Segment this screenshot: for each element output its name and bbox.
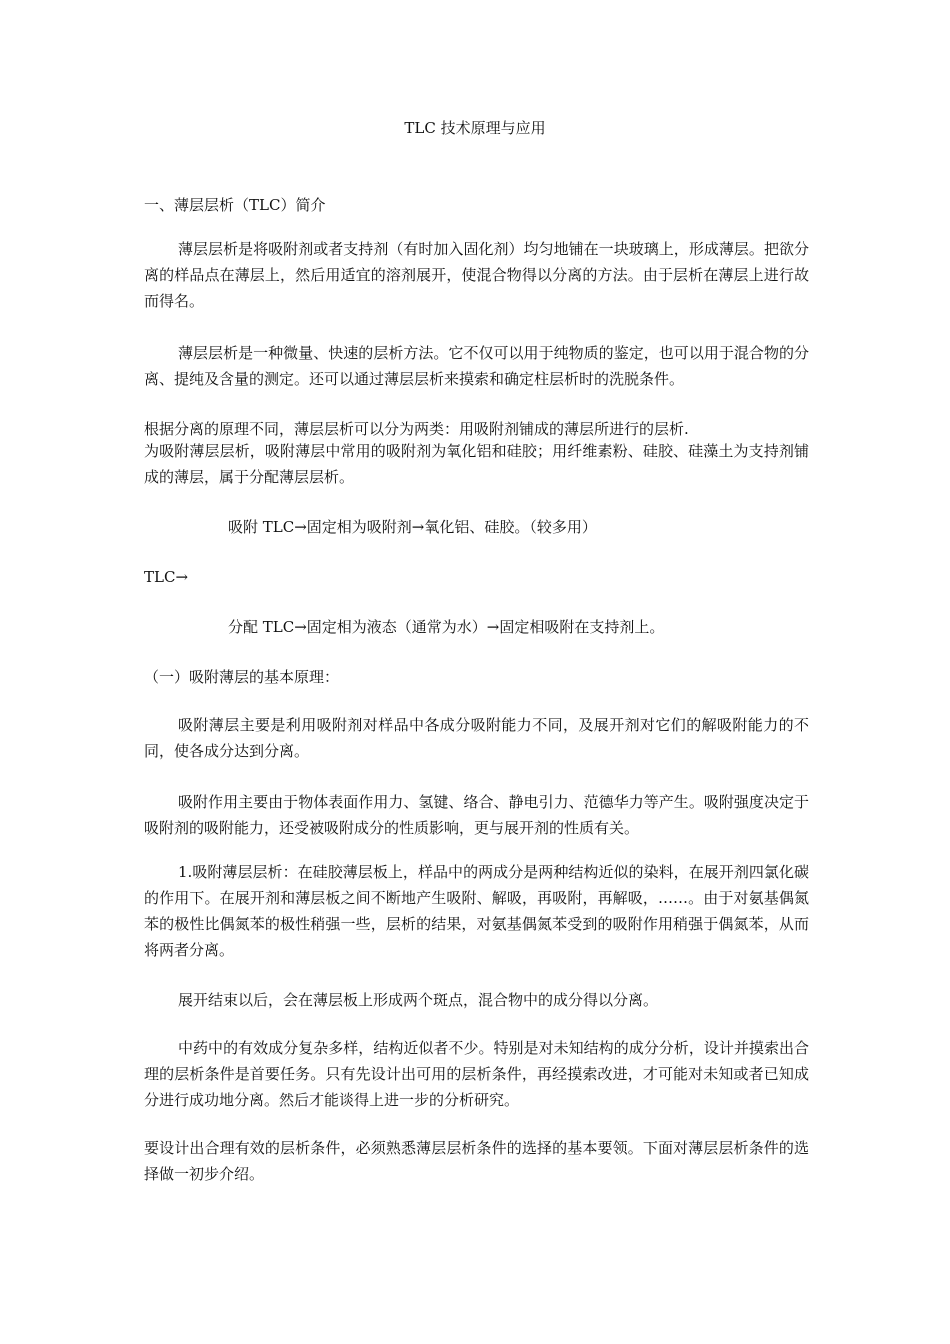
scheme-adsorption-tlc: 吸附 TLC→固定相为吸附剂→氧化铝、硅胶。（较多用） <box>228 518 597 536</box>
document-title: TLC 技术原理与应用 <box>404 119 546 137</box>
paragraph-tlc-uses: 薄层层析是一种微量、快速的层析方法。它不仅可以用于纯物质的鉴定，也可以用于混合物的分离、提纯及含量的测定。还可以通过薄层层析来摸索和确定柱层析时的洗脱条件。 <box>144 344 809 388</box>
scheme-partition-tlc: 分配 TLC→固定相为液态（通常为水）→固定相吸附在支持剂上。 <box>228 618 665 636</box>
paragraph-adsorption-forces: 吸附作用主要由于物体表面作用力、氢键、络合、静电引力、范德华力等产生。吸附强度决定于吸附剂的吸附能力，还受被吸附成分的性质影响，更与展开剂的性质有关。 <box>144 793 809 837</box>
paragraph-adsorption-principle: 吸附薄层主要是利用吸附剂对样品中各成分吸附能力不同，及展开剂对它们的解吸附能力的不同，使各成分达到分离。 <box>144 716 809 760</box>
paragraph-condition-selection: 要设计出合理有效的层析条件，必须熟悉薄层层析条件的选择的基本要领。下面对薄层层析条件的选择做一初步介绍。 <box>144 1139 809 1183</box>
section-heading-intro: 一、薄层层析（TLC）简介 <box>144 196 326 214</box>
paragraph-development-result: 展开结束以后，会在薄层板上形成两个斑点，混合物中的成分得以分离。 <box>178 991 659 1009</box>
subsection-heading-adsorption-principle: （一）吸附薄层的基本原理： <box>144 668 340 686</box>
scheme-tlc-root: TLC→ <box>144 568 189 586</box>
paragraph-adsorption-example: 1.吸附薄层层析：在硅胶薄层板上，样品中的两成分是两种结构近似的染料，在展开剂四氯化碳的作用下。在展开剂和薄层板之间不断地产生吸附、解吸，再吸附，再解吸，……。由于对氨基偶氮苯的极性比偶氮苯的极性稍强一些，层析的结果，对氨基偶氮苯受到的吸附作用稍强于偶氮苯，从而将两者分离。 <box>144 863 809 959</box>
paragraph-herbal-analysis: 中药中的有效成分复杂多样，结构近似者不少。特别是对未知结构的成分分析，设计并摸索出合理的层析条件是首要任务。只有先设计出可用的层析条件，再经摸索改进，才可能对未知或者已知成分进行成功地分离。然后才能谈得上进一步的分析研究。 <box>144 1039 809 1109</box>
paragraph-classification-rest: 为吸附薄层层析，吸附薄层中常用的吸附剂为氧化铝和硅胶；用纤维素粉、硅胶、硅藻土为支持剂铺成的薄层，属于分配薄层层析。 <box>144 442 809 486</box>
paragraph-classification-line1: 根据分离的原理不同，薄层层析可以分为两类：用吸附剂铺成的薄层所进行的层析. <box>144 420 689 438</box>
paragraph-tlc-definition: 薄层层析是将吸附剂或者支持剂（有时加入固化剂）均匀地铺在一块玻璃上，形成薄层。把欲分离的样品点在薄层上，然后用适宜的溶剂展开，使混合物得以分离的方法。由于层析在薄层上进行故而得名。 <box>144 240 809 310</box>
